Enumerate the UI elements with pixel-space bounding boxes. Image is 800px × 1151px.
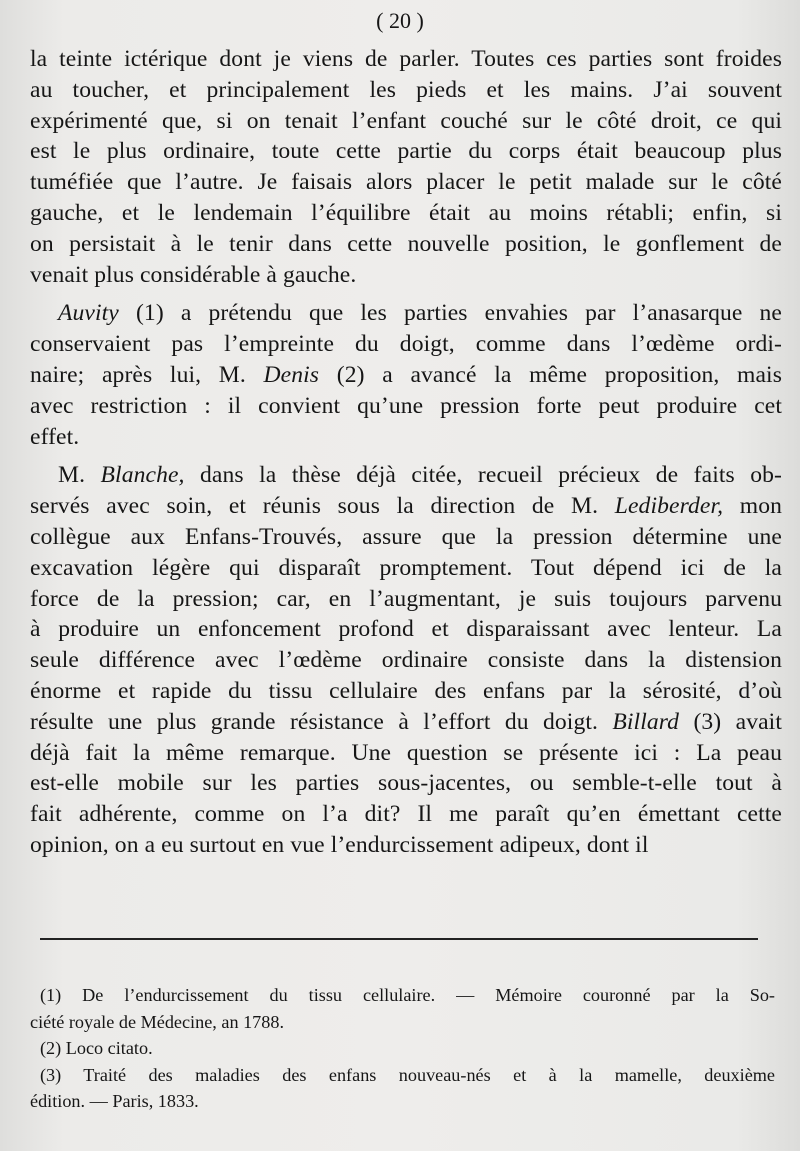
text-segment: servés avec soin, et réunis sous la direction de M. bbox=[30, 493, 615, 520]
text-line: effet. bbox=[30, 423, 80, 450]
text-line: seule différence avec l’œdème ordinaire consiste dans la distension bbox=[30, 647, 782, 674]
text-segment: (3) avait bbox=[679, 708, 782, 735]
footnote-line: édition. — Paris, 1833. bbox=[30, 1091, 199, 1111]
italic-name: Billard bbox=[612, 708, 680, 735]
paragraph-gap bbox=[30, 290, 782, 298]
body-text bbox=[30, 44, 782, 861]
text-line: expérimenté que, si on tenait l’enfant couché sur le côté droit, ce qui bbox=[30, 107, 782, 134]
text-segment: (1) a prétendu que les parties envahies par l’anasarque ne bbox=[118, 300, 782, 327]
text-line bbox=[30, 491, 782, 522]
footnote bbox=[30, 1035, 775, 1062]
footnotes bbox=[30, 982, 775, 1115]
text-line bbox=[30, 460, 782, 491]
footnote bbox=[30, 1062, 775, 1115]
text-line: collègue aux Enfans-Trouvés, assure que la pression détermine une bbox=[30, 523, 782, 550]
text-line: déjà fait la même remarque. Une question se présente ici : La peau bbox=[30, 739, 782, 766]
text-line: au toucher, et principalement les pieds et les mains. J’ai souvent bbox=[30, 76, 782, 103]
footnote-line: (1) De l’endurcissement du tissu cellulaire. — Mémoire couronné par la So- bbox=[40, 985, 775, 1005]
italic-name: Blanche, bbox=[100, 462, 185, 489]
text-line: force de la pression; car, en l’augmentant, je suis toujours parvenu bbox=[30, 585, 782, 612]
footnote-line: ciété royale de Médecine, an 1788. bbox=[30, 1011, 285, 1032]
page-number: ( 20 ) bbox=[376, 8, 424, 33]
text-line: fait adhérente, comme on l’a dit? Il me paraît qu’en émettant cette bbox=[30, 801, 782, 828]
text-segment: (2) a avancé la même proposition, mais bbox=[319, 361, 782, 388]
text-line: opinion, on a eu surtout en vue l’endurcissement adipeux, dont il bbox=[30, 831, 649, 858]
text-line: on persistait à le tenir dans cette nouvelle position, le gonflement de bbox=[30, 230, 782, 257]
paragraph-gap bbox=[30, 452, 782, 460]
paragraph bbox=[30, 298, 782, 452]
footnote bbox=[30, 982, 775, 1035]
paragraph bbox=[30, 44, 782, 290]
text-line: tuméfiée que l’autre. Je faisais alors placer le petit malade sur le côté bbox=[30, 169, 782, 196]
text-line bbox=[30, 707, 782, 738]
text-segment: M. bbox=[58, 462, 101, 489]
footnote-divider bbox=[40, 938, 758, 940]
text-line: conservaient pas l’empreinte du doigt, comme dans l’œdème ordi- bbox=[30, 331, 782, 358]
italic-name: Lediberder, bbox=[614, 493, 724, 520]
footnote-line: (3) Traité des maladies des enfans nouveau-nés et à la mamelle, deuxième bbox=[40, 1064, 775, 1085]
text-line: gauche, et le lendemain l’équilibre était au moins rétabli; enfin, si bbox=[30, 199, 782, 226]
text-segment: mon bbox=[723, 493, 783, 520]
text-line: est le plus ordinaire, toute cette partie du corps était beaucoup plus bbox=[30, 138, 782, 165]
paragraph bbox=[30, 460, 782, 860]
text-line: énorme et rapide du tissu cellulaire des enfans par la sérosité, d’où bbox=[30, 677, 782, 704]
text-line: avec restriction : il convient qu’une pression forte peut produire cet bbox=[30, 392, 782, 419]
italic-name: Denis bbox=[263, 361, 320, 388]
text-line bbox=[30, 360, 782, 391]
text-line: est-elle mobile sur les parties sous-jacentes, ou semble-t-elle tout à bbox=[30, 770, 782, 797]
text-line: venait plus considérable à gauche. bbox=[30, 261, 357, 288]
italic-name: Auvity bbox=[58, 300, 119, 327]
text-segment: dans la thèse déjà citée, recueil précieux de faits ob- bbox=[184, 462, 783, 489]
footnote-line: (2) Loco citato. bbox=[40, 1038, 153, 1058]
text-segment: résulte une plus grande résistance à l’effort du doigt. bbox=[30, 708, 613, 735]
text-line: à produire un enfoncement profond et disparaissant avec lenteur. La bbox=[30, 616, 782, 643]
text-line bbox=[30, 298, 782, 329]
text-line: la teinte ictérique dont je viens de parler. Toutes ces parties sont froides bbox=[30, 46, 782, 72]
text-line: excavation légère qui disparaît promptement. Tout dépend ici de la bbox=[30, 554, 782, 581]
text-segment: naire; après lui, M. bbox=[30, 361, 264, 388]
